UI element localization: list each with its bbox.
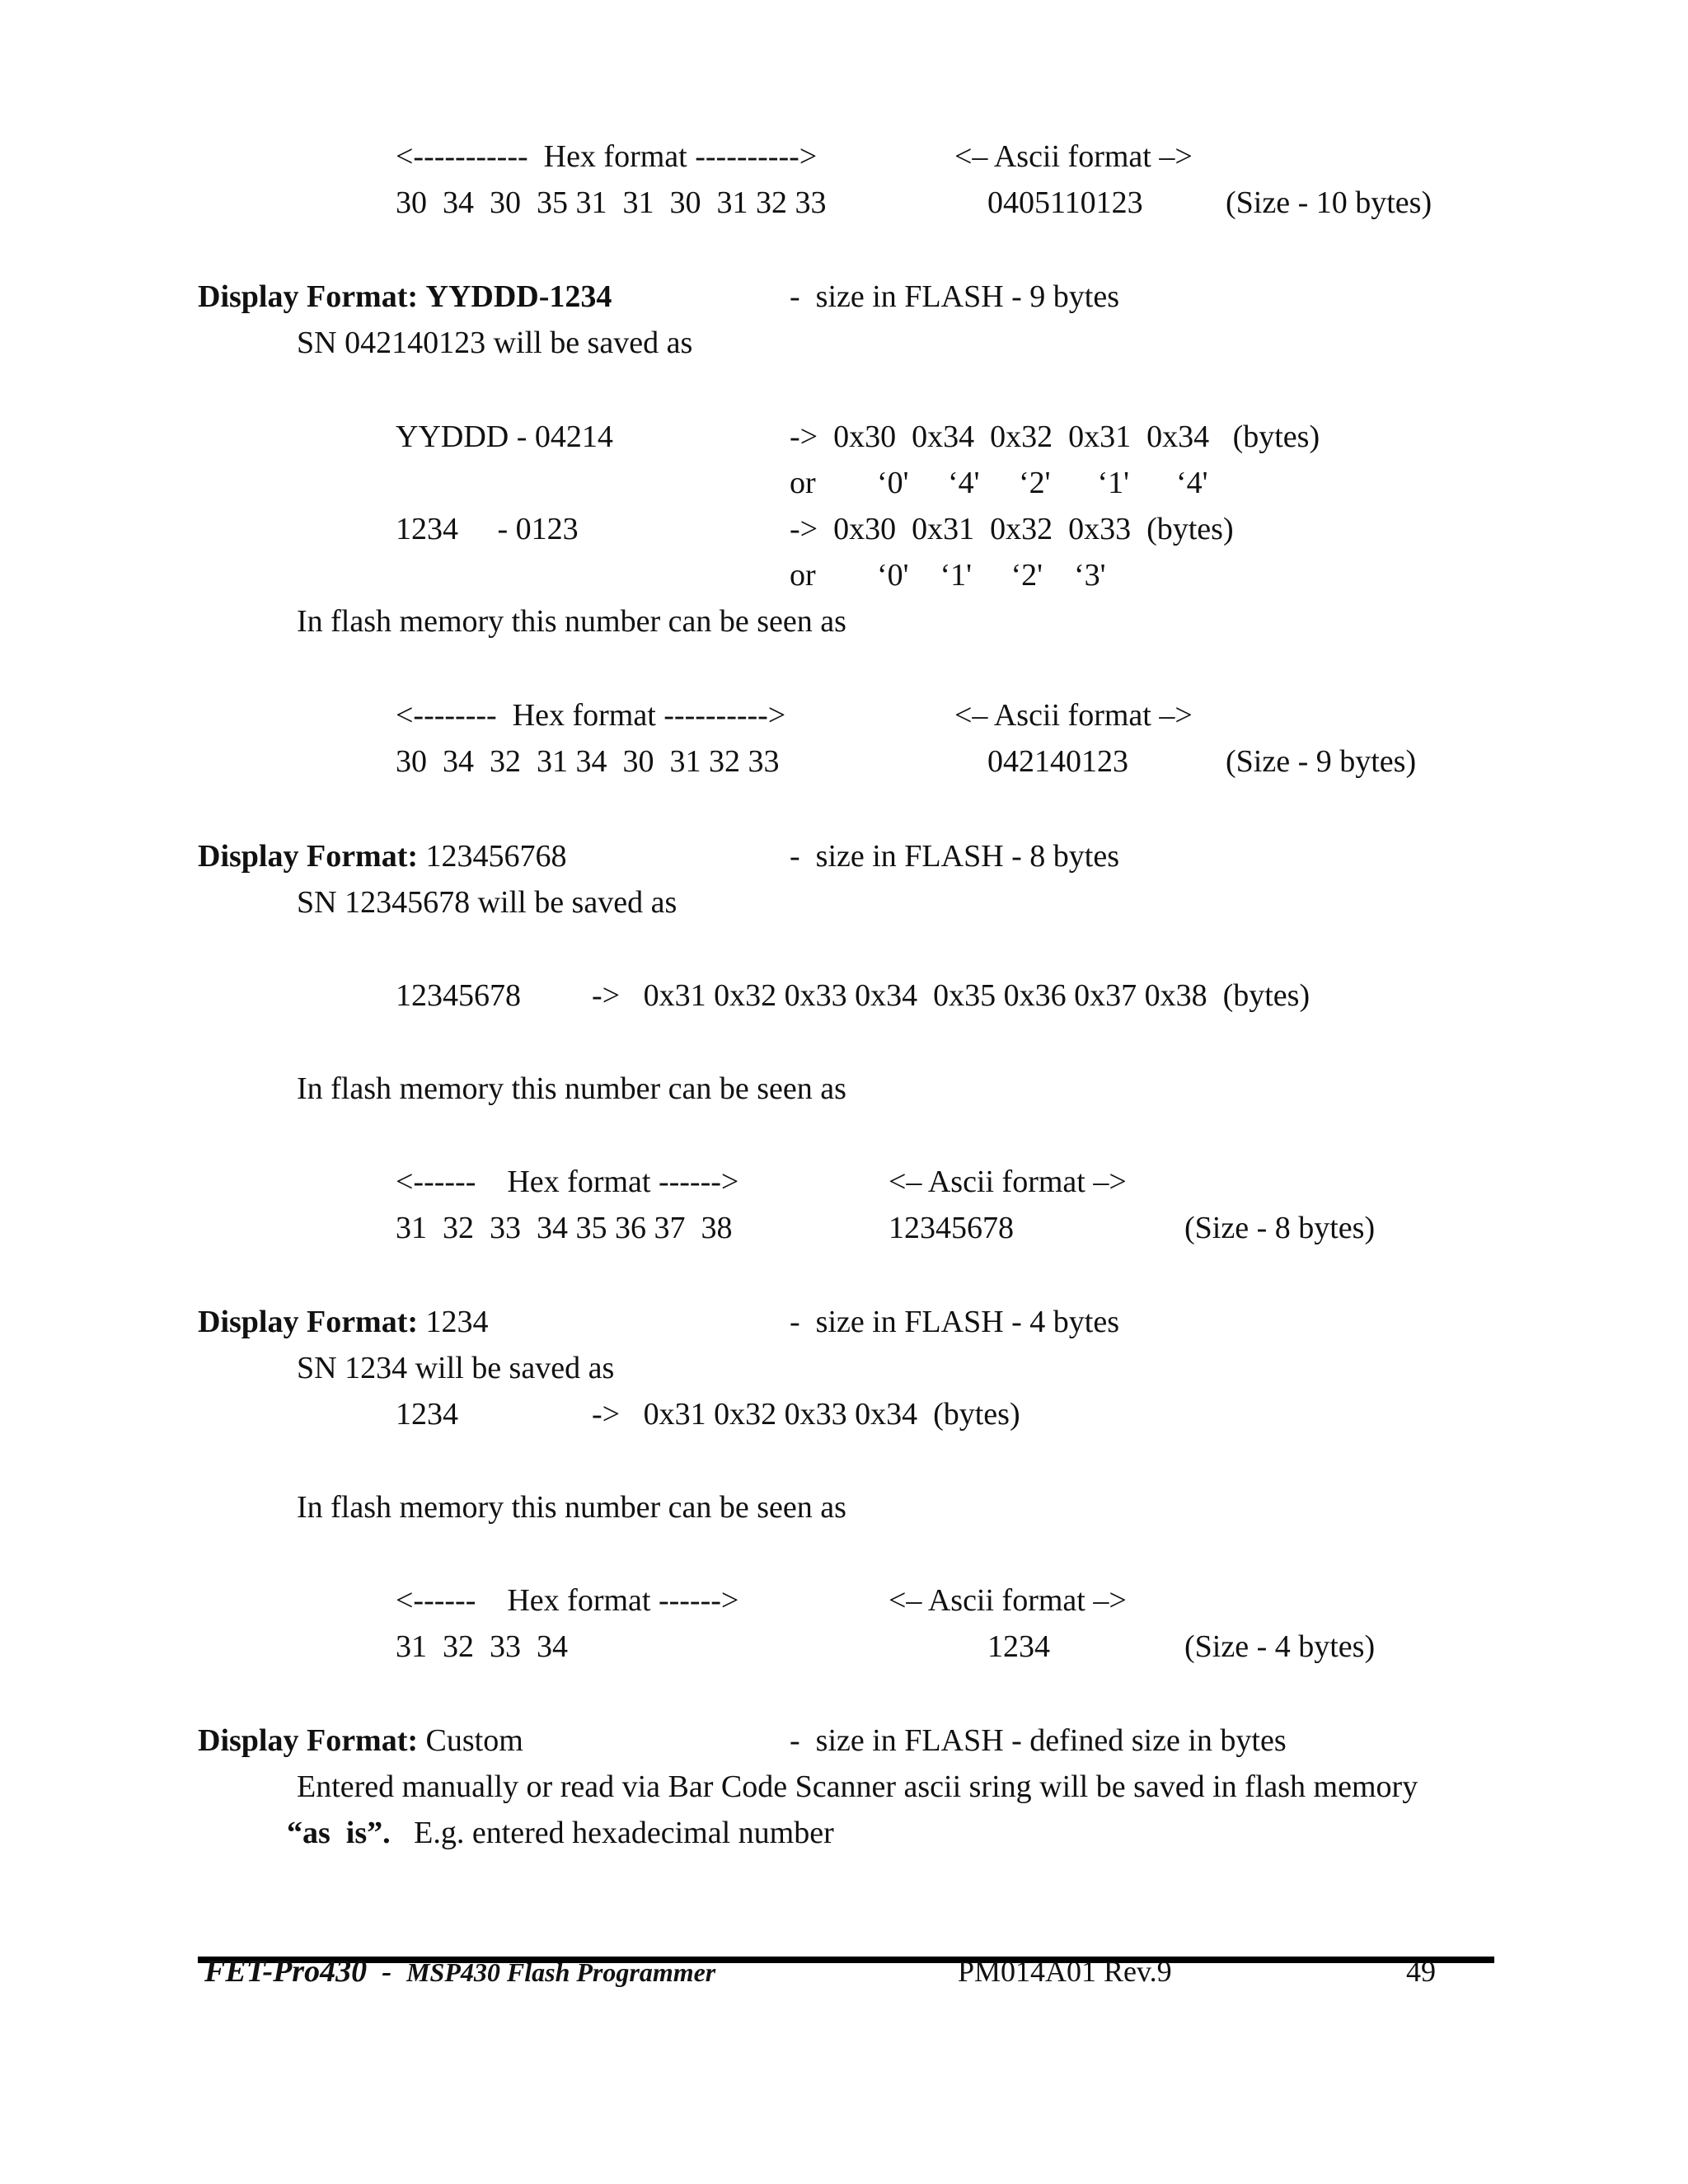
display-format-heading bbox=[198, 279, 612, 315]
ascii-value: 042140123 bbox=[987, 744, 1128, 779]
ascii-format-header: <– Ascii format –> bbox=[954, 139, 1193, 174]
mapping-chars: ‘0' ‘1' ‘2' ‘3' bbox=[877, 558, 1106, 593]
display-format-value: Custom bbox=[425, 1723, 523, 1758]
or-text: or bbox=[790, 558, 816, 593]
hex-values: 31 32 33 34 35 36 37 38 bbox=[396, 1211, 733, 1245]
intro-text: SN 042140123 will be saved as bbox=[297, 326, 693, 360]
mapping-left: YYDDD - 04214 bbox=[396, 419, 613, 454]
display-format-heading bbox=[198, 838, 567, 874]
flash-size: - size in FLASH - 4 bytes bbox=[790, 1305, 1120, 1339]
page-number: 49 bbox=[1406, 1955, 1436, 1988]
mapping-left: 12345678 bbox=[396, 978, 521, 1013]
hex-values: 30 34 30 35 31 31 30 31 32 33 bbox=[396, 185, 827, 220]
flash-size: - size in FLASH - 8 bytes bbox=[790, 839, 1120, 874]
mapping-bytes: -> 0x30 0x34 0x32 0x31 0x34 (bytes) bbox=[790, 419, 1320, 454]
hex-values: 30 34 32 31 34 30 31 32 33 bbox=[396, 744, 780, 779]
footer-product: FET-Pro430 bbox=[204, 1954, 368, 1989]
mapping-bytes: -> 0x31 0x32 0x33 0x34 0x35 0x36 0x37 0x38 (bytes) bbox=[592, 978, 1311, 1013]
ascii-format-header: <– Ascii format –> bbox=[889, 1165, 1127, 1199]
hex-format-header: <-------- Hex format ----------> bbox=[396, 698, 786, 733]
hex-format-header: <----------- Hex format ----------> bbox=[396, 139, 818, 174]
seen-as-text: In flash memory this number can be seen as bbox=[297, 1490, 846, 1525]
ascii-value: 1234 bbox=[987, 1629, 1050, 1664]
mapping-left: 1234 bbox=[396, 1397, 458, 1432]
intro-text: SN 12345678 will be saved as bbox=[297, 885, 678, 920]
mapping-left: 1234 - 0123 bbox=[396, 512, 579, 546]
footer-title bbox=[204, 1953, 715, 1990]
display-format-heading bbox=[198, 1722, 523, 1759]
as-is-emphasis: “as is”. bbox=[287, 1816, 391, 1850]
ascii-format-header: <– Ascii format –> bbox=[889, 1583, 1127, 1618]
hex-format-header: <------ Hex format ------> bbox=[396, 1165, 739, 1199]
mapping-bytes: -> 0x31 0x32 0x33 0x34 (bytes) bbox=[592, 1397, 1020, 1432]
size-note: (Size - 8 bytes) bbox=[1184, 1211, 1376, 1245]
display-format-value: 1234 bbox=[425, 1305, 489, 1339]
seen-as-text: In flash memory this number can be seen as bbox=[297, 604, 846, 639]
size-note: (Size - 4 bytes) bbox=[1184, 1629, 1376, 1664]
display-format-heading bbox=[198, 1304, 489, 1340]
size-note: (Size - 9 bytes) bbox=[1226, 744, 1417, 779]
footer-subtitle: MSP430 Flash Programmer bbox=[406, 1957, 716, 1987]
display-format-value: YYDDD-1234 bbox=[425, 279, 612, 314]
custom-description-cont bbox=[287, 1815, 834, 1851]
display-format-label: Display Format: bbox=[198, 1723, 419, 1758]
ascii-format-header: <– Ascii format –> bbox=[954, 698, 1193, 733]
display-format-value: 123456768 bbox=[425, 839, 567, 874]
seen-as-text: In flash memory this number can be seen as bbox=[297, 1071, 846, 1106]
display-format-label: Display Format: bbox=[198, 279, 419, 314]
display-format-label: Display Format: bbox=[198, 839, 419, 874]
ascii-value: 0405110123 bbox=[987, 185, 1143, 220]
size-note: (Size - 10 bytes) bbox=[1226, 185, 1432, 220]
flash-size: - size in FLASH - 9 bytes bbox=[790, 279, 1120, 314]
hex-format-header: <------ Hex format ------> bbox=[396, 1583, 739, 1618]
flash-size: - size in FLASH - defined size in bytes bbox=[790, 1723, 1287, 1758]
hex-values: 31 32 33 34 bbox=[396, 1629, 568, 1664]
example-text: E.g. entered hexadecimal number bbox=[414, 1816, 834, 1850]
or-text: or bbox=[790, 466, 816, 500]
custom-description: Entered manually or read via Bar Code Scanner ascii sring will be saved in flash memory bbox=[297, 1769, 1418, 1804]
display-format-label: Display Format: bbox=[198, 1305, 419, 1339]
footer-dash: - bbox=[382, 1955, 392, 1988]
footer-doc-id: PM014A01 Rev.9 bbox=[958, 1955, 1172, 1988]
intro-text: SN 1234 will be saved as bbox=[297, 1351, 615, 1385]
mapping-bytes: -> 0x30 0x31 0x32 0x33 (bytes) bbox=[790, 512, 1234, 546]
mapping-chars: ‘0' ‘4' ‘2' ‘1' ‘4' bbox=[877, 466, 1208, 500]
ascii-value: 12345678 bbox=[889, 1211, 1014, 1245]
